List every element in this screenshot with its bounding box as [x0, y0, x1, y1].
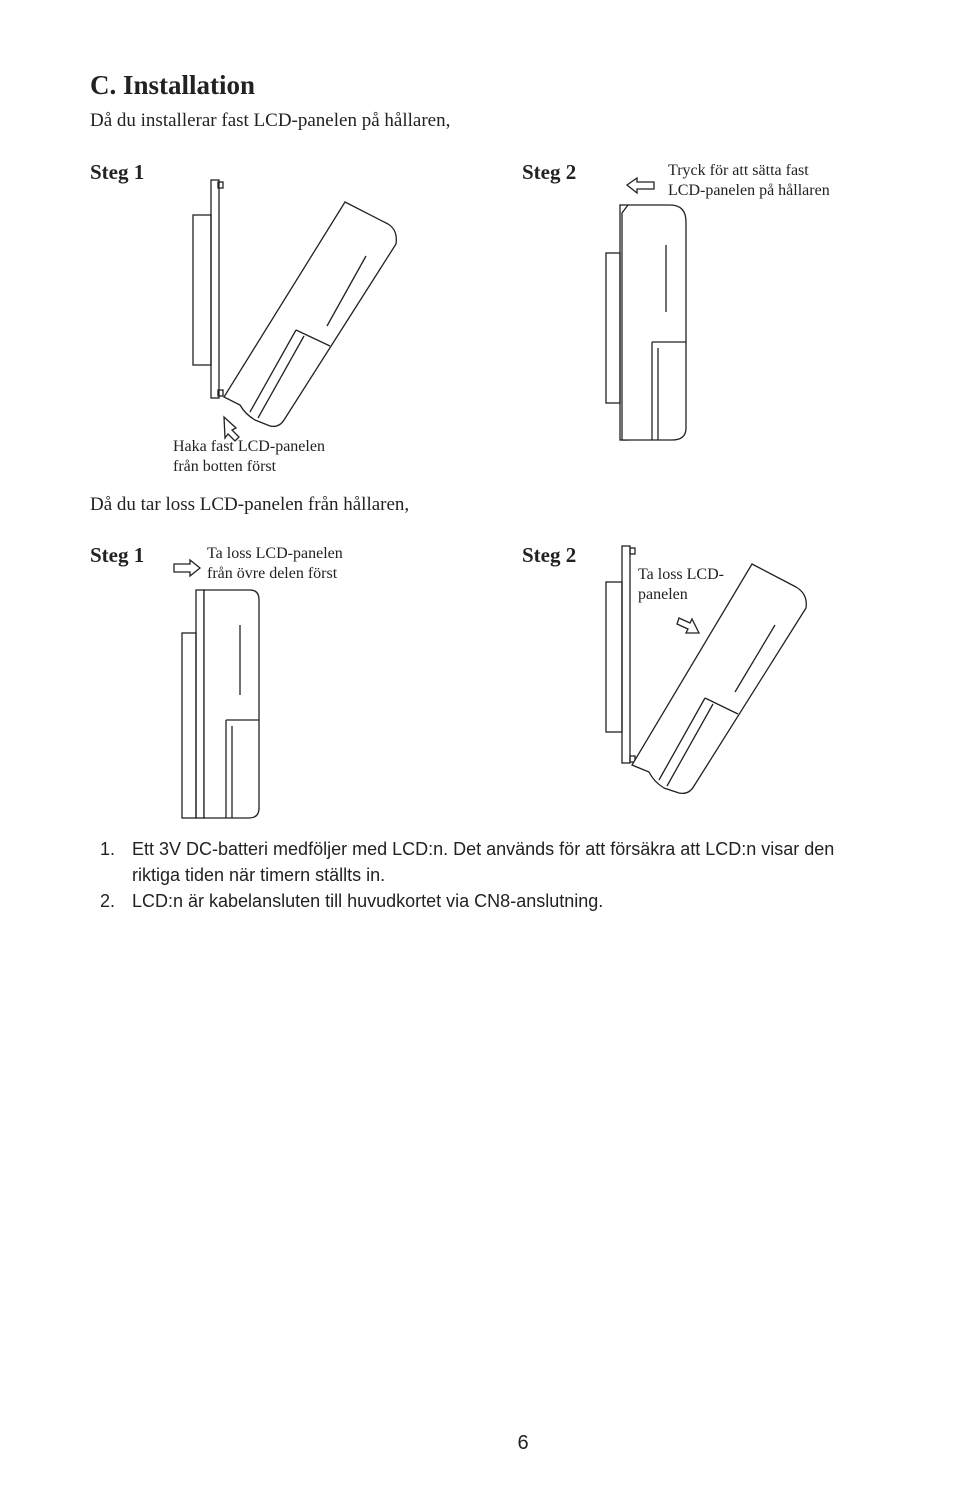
note-1-number: 1. — [100, 839, 116, 859]
install-step1-arrow-icon — [224, 417, 239, 441]
note-1-line1: Ett 3V DC-batteri medföljer med LCD:n. Det används för att försäkra att LCD:n visar den — [132, 839, 835, 859]
install-step2-caption-line1: Tryck för att sätta fast — [668, 162, 809, 179]
install-step1-bracket-illustration — [193, 180, 223, 398]
note-1 — [100, 836, 115, 862]
note-2-line1: LCD:n är kabelansluten till huvudkortet via CN8-anslutning. — [132, 891, 604, 911]
install-step2-caption-line2: LCD-panelen på hållaren — [668, 182, 830, 199]
install-step1-lcd-panel-illustration — [224, 202, 396, 426]
install-intro: Då du installerar fast LCD-panelen på hållaren, — [90, 110, 451, 131]
install-step2-push-arrow-icon — [627, 178, 654, 193]
remove-step2-caption-line2: panelen — [638, 586, 688, 603]
install-step1-caption-line1: Haka fast LCD-panelen — [173, 438, 325, 455]
install-step2-label: Steg 2 — [522, 160, 577, 184]
remove-step1-caption-line1: Ta loss LCD-panelen — [207, 545, 343, 562]
install-step1-caption-line2: från botten först — [173, 458, 277, 475]
remove-step2-label: Steg 2 — [522, 543, 577, 567]
note-1-line2: riktiga tiden när timern ställts in. — [132, 865, 386, 885]
remove-step2-lcd-panel-illustration — [632, 564, 806, 793]
page-title: C. Installation — [90, 70, 256, 100]
note-2 — [100, 888, 115, 914]
note-1-text — [132, 836, 834, 888]
remove-step1-bracket-illustration — [182, 590, 204, 818]
remove-step1-label: Steg 1 — [90, 543, 145, 567]
remove-step2-caption-line1: Ta loss LCD- — [638, 566, 724, 583]
page-number: 6 — [517, 1432, 529, 1454]
remove-step2-arrow-icon — [677, 618, 699, 633]
install-step1-label: Steg 1 — [90, 160, 145, 184]
note-2-number: 2. — [100, 891, 116, 911]
remove-step1-arrow-icon — [174, 560, 200, 576]
remove-step2-bracket-illustration — [606, 546, 635, 763]
install-step2-lcd-panel-illustration — [622, 205, 686, 440]
note-2-text — [132, 888, 603, 914]
remove-step1-caption-line2: från övre delen först — [207, 565, 338, 582]
remove-step1-lcd-panel-illustration — [204, 590, 259, 818]
remove-intro: Då du tar loss LCD-panelen från hållaren, — [90, 494, 410, 515]
